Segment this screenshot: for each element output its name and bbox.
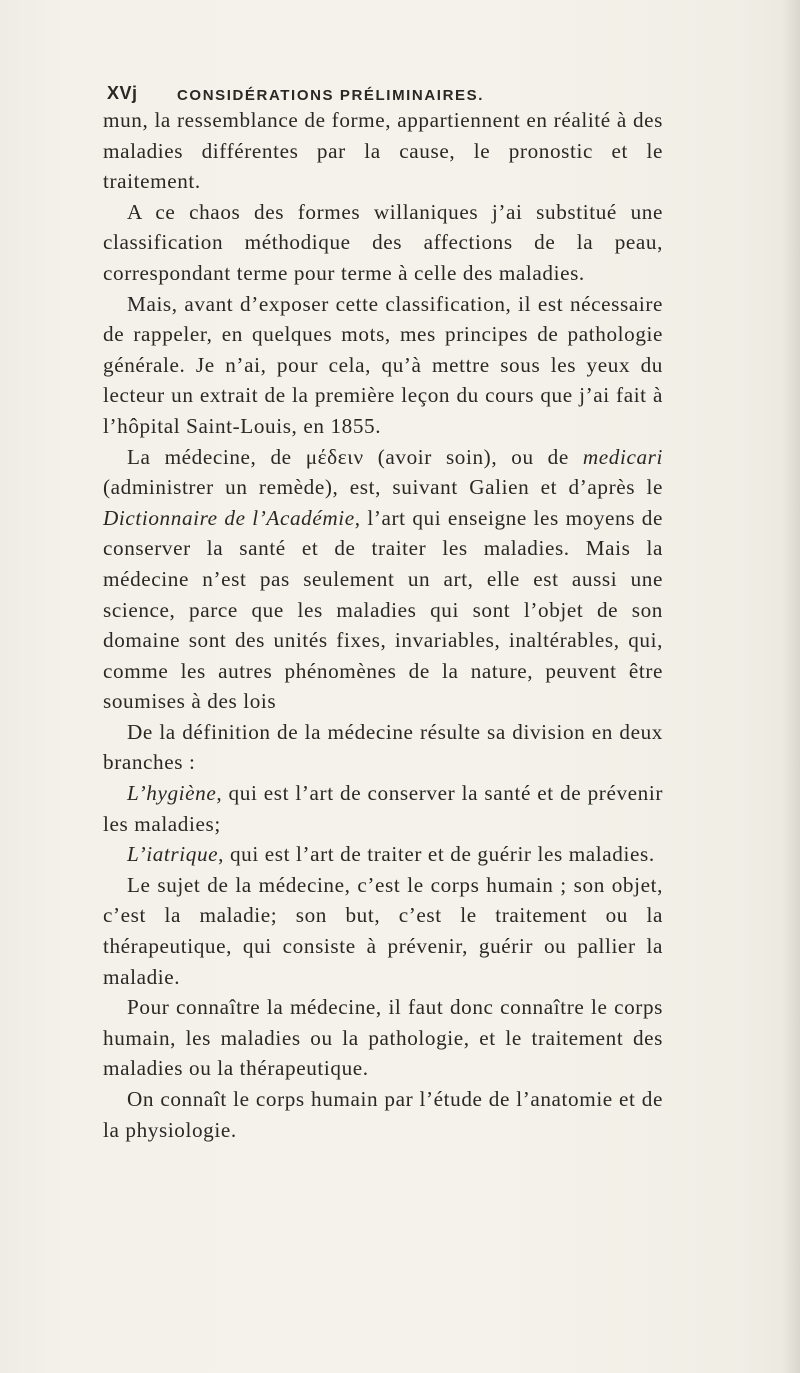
paragraph-3: Mais, avant d’exposer cette classification, il est nécessaire de rappeler, en quelques mots, mes principes de pathologie générale. Je n’ai, pour cela, qu’à mettre sous les yeux du lecteur un extrait de la première leçon du cours que j’ai fait à l’hôpital Saint-Louis, en 1855. xyxy=(103,291,663,438)
paragraph-1: mun, la ressemblance de forme, appartiennent en réalité à des maladies différentes par la cause, le pronostic et le traitement. xyxy=(103,108,663,194)
paragraph-6 xyxy=(103,778,663,839)
paragraph-4-text-b: (avoir soin), ou de xyxy=(363,444,583,469)
paragraph-7-text: , qui est l’art de traiter et de guérir les maladies. xyxy=(218,842,655,867)
paragraph-10: On connaît le corps humain par l’étude de l’anatomie et de la physiologie. xyxy=(103,1087,663,1142)
page-edge-shadow xyxy=(782,0,800,1373)
paragraph-5: De la définition de la médecine résulte sa division en deux branches : xyxy=(103,719,663,775)
paragraph-4-text-c: (administrer un remède), est, suivant Galien et d’après le xyxy=(103,475,663,500)
term-iatrique: L’iatrique xyxy=(127,842,219,867)
paragraph-4 xyxy=(103,442,663,717)
paragraph-8: Le sujet de la médecine, c’est le corps humain ; son objet, c’est la maladie; son but, c’est le traitement ou la thérapeutique, qui consiste à prévenir, guérir ou pallier la maladie. xyxy=(103,872,663,989)
paragraph-2: A ce chaos des formes willaniques j’ai substitué une classification méthodique des affections de la peau, correspondant terme pour terme à celle des maladies. xyxy=(103,199,663,285)
term-hygiene: L’hygiène xyxy=(127,781,217,806)
paragraph-4-text-a: La médecine, de xyxy=(127,444,306,469)
paragraph-4-text-d: , l’art qui enseigne les moyens de conserver la santé et de traiter les maladies. Mais la médecine n’est pas seulement un art, elle est aussi une science, parce que les maladies qui sont l’objet de son domaine sont des unités fixes, invariables, inaltérables, qui, comme les autres phénomènes de la nature, peuvent être soumises à des lois xyxy=(103,505,663,714)
paragraph-9: Pour connaître la médecine, il faut donc connaître le corps humain, les maladies ou la pathologie, et le traitement des maladies ou la thérapeutique. xyxy=(103,995,663,1081)
body-text xyxy=(103,105,663,1145)
latin-word: medicari xyxy=(582,444,663,469)
running-head: CONSIDÉRATIONS PRÉLIMINAIRES. xyxy=(177,87,484,104)
page-number: XVj xyxy=(107,83,138,103)
greek-word: μέδειν xyxy=(305,444,364,469)
page-header xyxy=(107,83,667,107)
paragraph-7 xyxy=(103,839,663,870)
paragraph-6-text: , qui est l’art de conserver la santé et de prévenir les maladies; xyxy=(103,781,663,836)
dictionary-title: Dictionnaire de l’Académie xyxy=(103,505,355,530)
